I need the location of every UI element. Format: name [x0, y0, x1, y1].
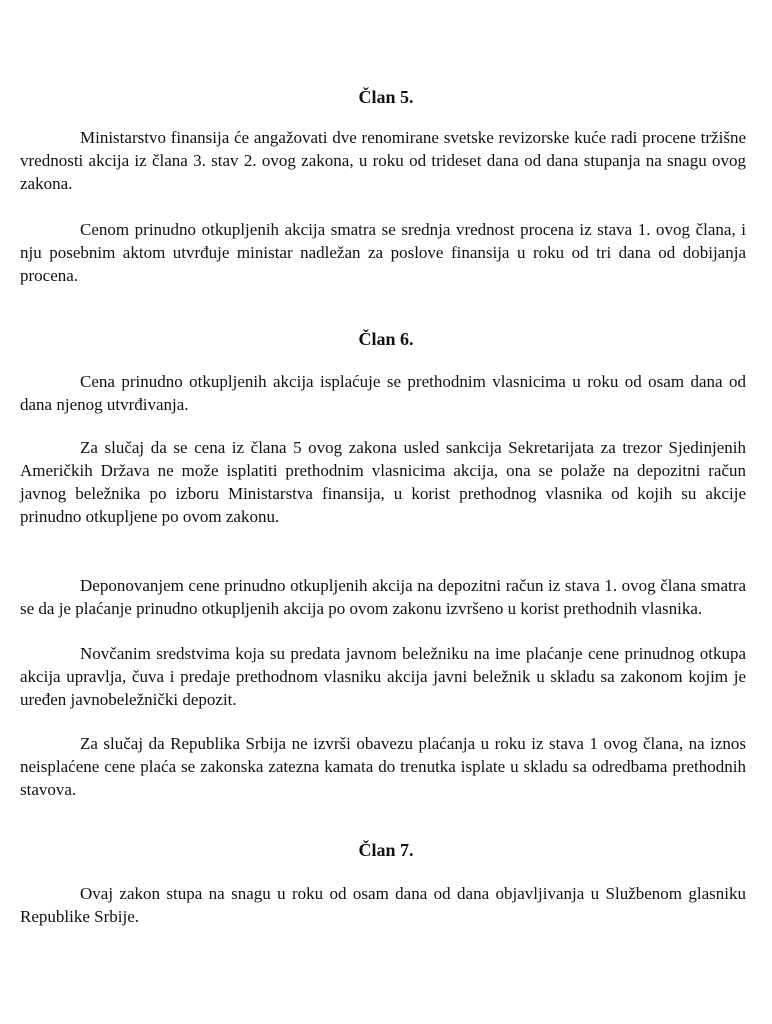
article-5-heading: Član 5.: [358, 87, 414, 107]
article-7-heading: Član 7.: [358, 840, 414, 860]
article-6-paragraph-4: Novčanim sredstvima koja su predata javnom beležniku na ime plaćanje cene prinudnog otkupa akcija upravlja, čuva i predaje prethodnom vlasniku akcija javni beležnik u skladu sa zakonom kojim je uređen javnobeležnički depozit.: [20, 644, 746, 709]
article-7-paragraph-1: Ovaj zakon stupa na snagu u roku od osam dana od dana objavljivanja u Službenom glasniku Republike Srbije.: [20, 884, 746, 926]
article-6-heading: Član 6.: [358, 329, 414, 349]
article-6-paragraph-1: Cena prinudno otkupljenih akcija isplaćuje se prethodnim vlasnicima u roku od osam dana od dana njenog utvrđivanja.: [20, 372, 746, 414]
article-6-paragraph-2: Za slučaj da se cena iz člana 5 ovog zakona usled sankcija Sekretarijata za trezor Sjedinjenih Američkih Država ne može isplatiti prethodnim vlasnicima akcija, ona se polaže na depozitni račun javnog beležnika po izboru Ministarstva finansija, u korist prethodnog vlasnika od kojih su akcije prinudno otkupljene po ovom zakonu.: [20, 438, 746, 526]
article-5-paragraph-1: Ministarstvo finansija će angažovati dve renomirane svetske revizorske kuće radi procene tržišne vrednosti akcija iz člana 3. stav 2. ovog zakona, u roku od trideset dana od dana stupanja na snagu ovog zakona.: [20, 128, 746, 193]
article-5-paragraph-2: Cenom prinudno otkupljenih akcija smatra se srednja vrednost procena iz stava 1. ovog člana, i nju posebnim aktom utvrđuje ministar nadležan za poslove finansija u roku od tri dana od dobijanja procena.: [20, 220, 746, 285]
article-6-paragraph-3: Deponovanjem cene prinudno otkupljenih akcija na depozitni račun iz stava 1. ovog člana smatra se da je plaćanje prinudno otkupljenih akcija po ovom zakonu izvršeno u korist prethodnih vlasnika.: [20, 576, 746, 618]
article-6-paragraph-5: Za slučaj da Republika Srbija ne izvrši obavezu plaćanja u roku iz stava 1 ovog člana, na iznos neisplaćene cene plaća se zakonska zatezna kamata do trenutka isplate u skladu sa odredbama prethodnih stavova.: [20, 734, 746, 799]
